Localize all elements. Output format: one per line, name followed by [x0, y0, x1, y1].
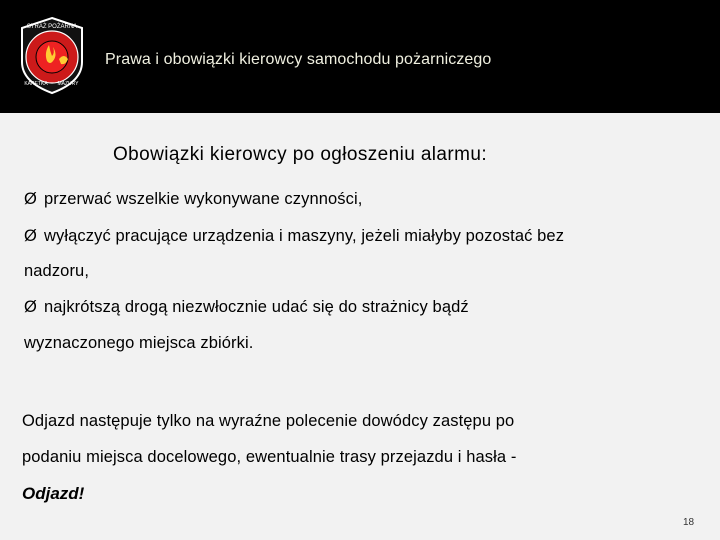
page-number: 18: [683, 517, 695, 528]
header-bar: [0, 0, 720, 113]
bullet-2: [24, 227, 564, 246]
bullet-3: [24, 298, 469, 317]
bullet-arrow-icon: Ø: [24, 298, 37, 316]
bullet-3-text: najkrótszą drogą niezwłocznie udać się do strażnicy bądź: [44, 298, 469, 316]
logo-text-bottom-left: KARETKA: [24, 81, 48, 87]
bullet-arrow-icon: Ø: [24, 227, 37, 245]
bullet-2-continuation: nadzoru,: [24, 262, 90, 280]
logo-text-top: STRAŻ POŻARNA: [26, 24, 78, 30]
fire-brigade-emblem-icon: [16, 15, 88, 95]
bullet-2-text: wyłączyć pracujące urządzenia i maszyny, jeżeli miałyby pozostać bez: [44, 227, 565, 245]
slide-heading: Obowiązki kierowcy po ogłoszeniu alarmu:: [113, 144, 487, 165]
logo-text-bottom-right: MAZURY: [57, 81, 79, 87]
bullet-1-text: przerwać wszelkie wykonywane czynności,: [44, 190, 363, 208]
header-title: Prawa i obowiązki kierowcy samochodu pożarniczego: [105, 51, 492, 68]
paragraph-line-1: Odjazd następuje tylko na wyraźne polecenie dowódcy zastępu po: [22, 412, 515, 430]
bullet-arrow-icon: Ø: [24, 190, 37, 208]
bullet-3-continuation: wyznaczonego miejsca zbiórki.: [24, 334, 254, 352]
slide-content-panel: [0, 113, 720, 540]
bullet-1: [24, 190, 362, 209]
paragraph-line-2: podaniu miejsca docelowego, ewentualnie trasy przejazdu i hasła -: [22, 448, 517, 466]
paragraph-emphasis: Odjazd!: [22, 484, 85, 503]
